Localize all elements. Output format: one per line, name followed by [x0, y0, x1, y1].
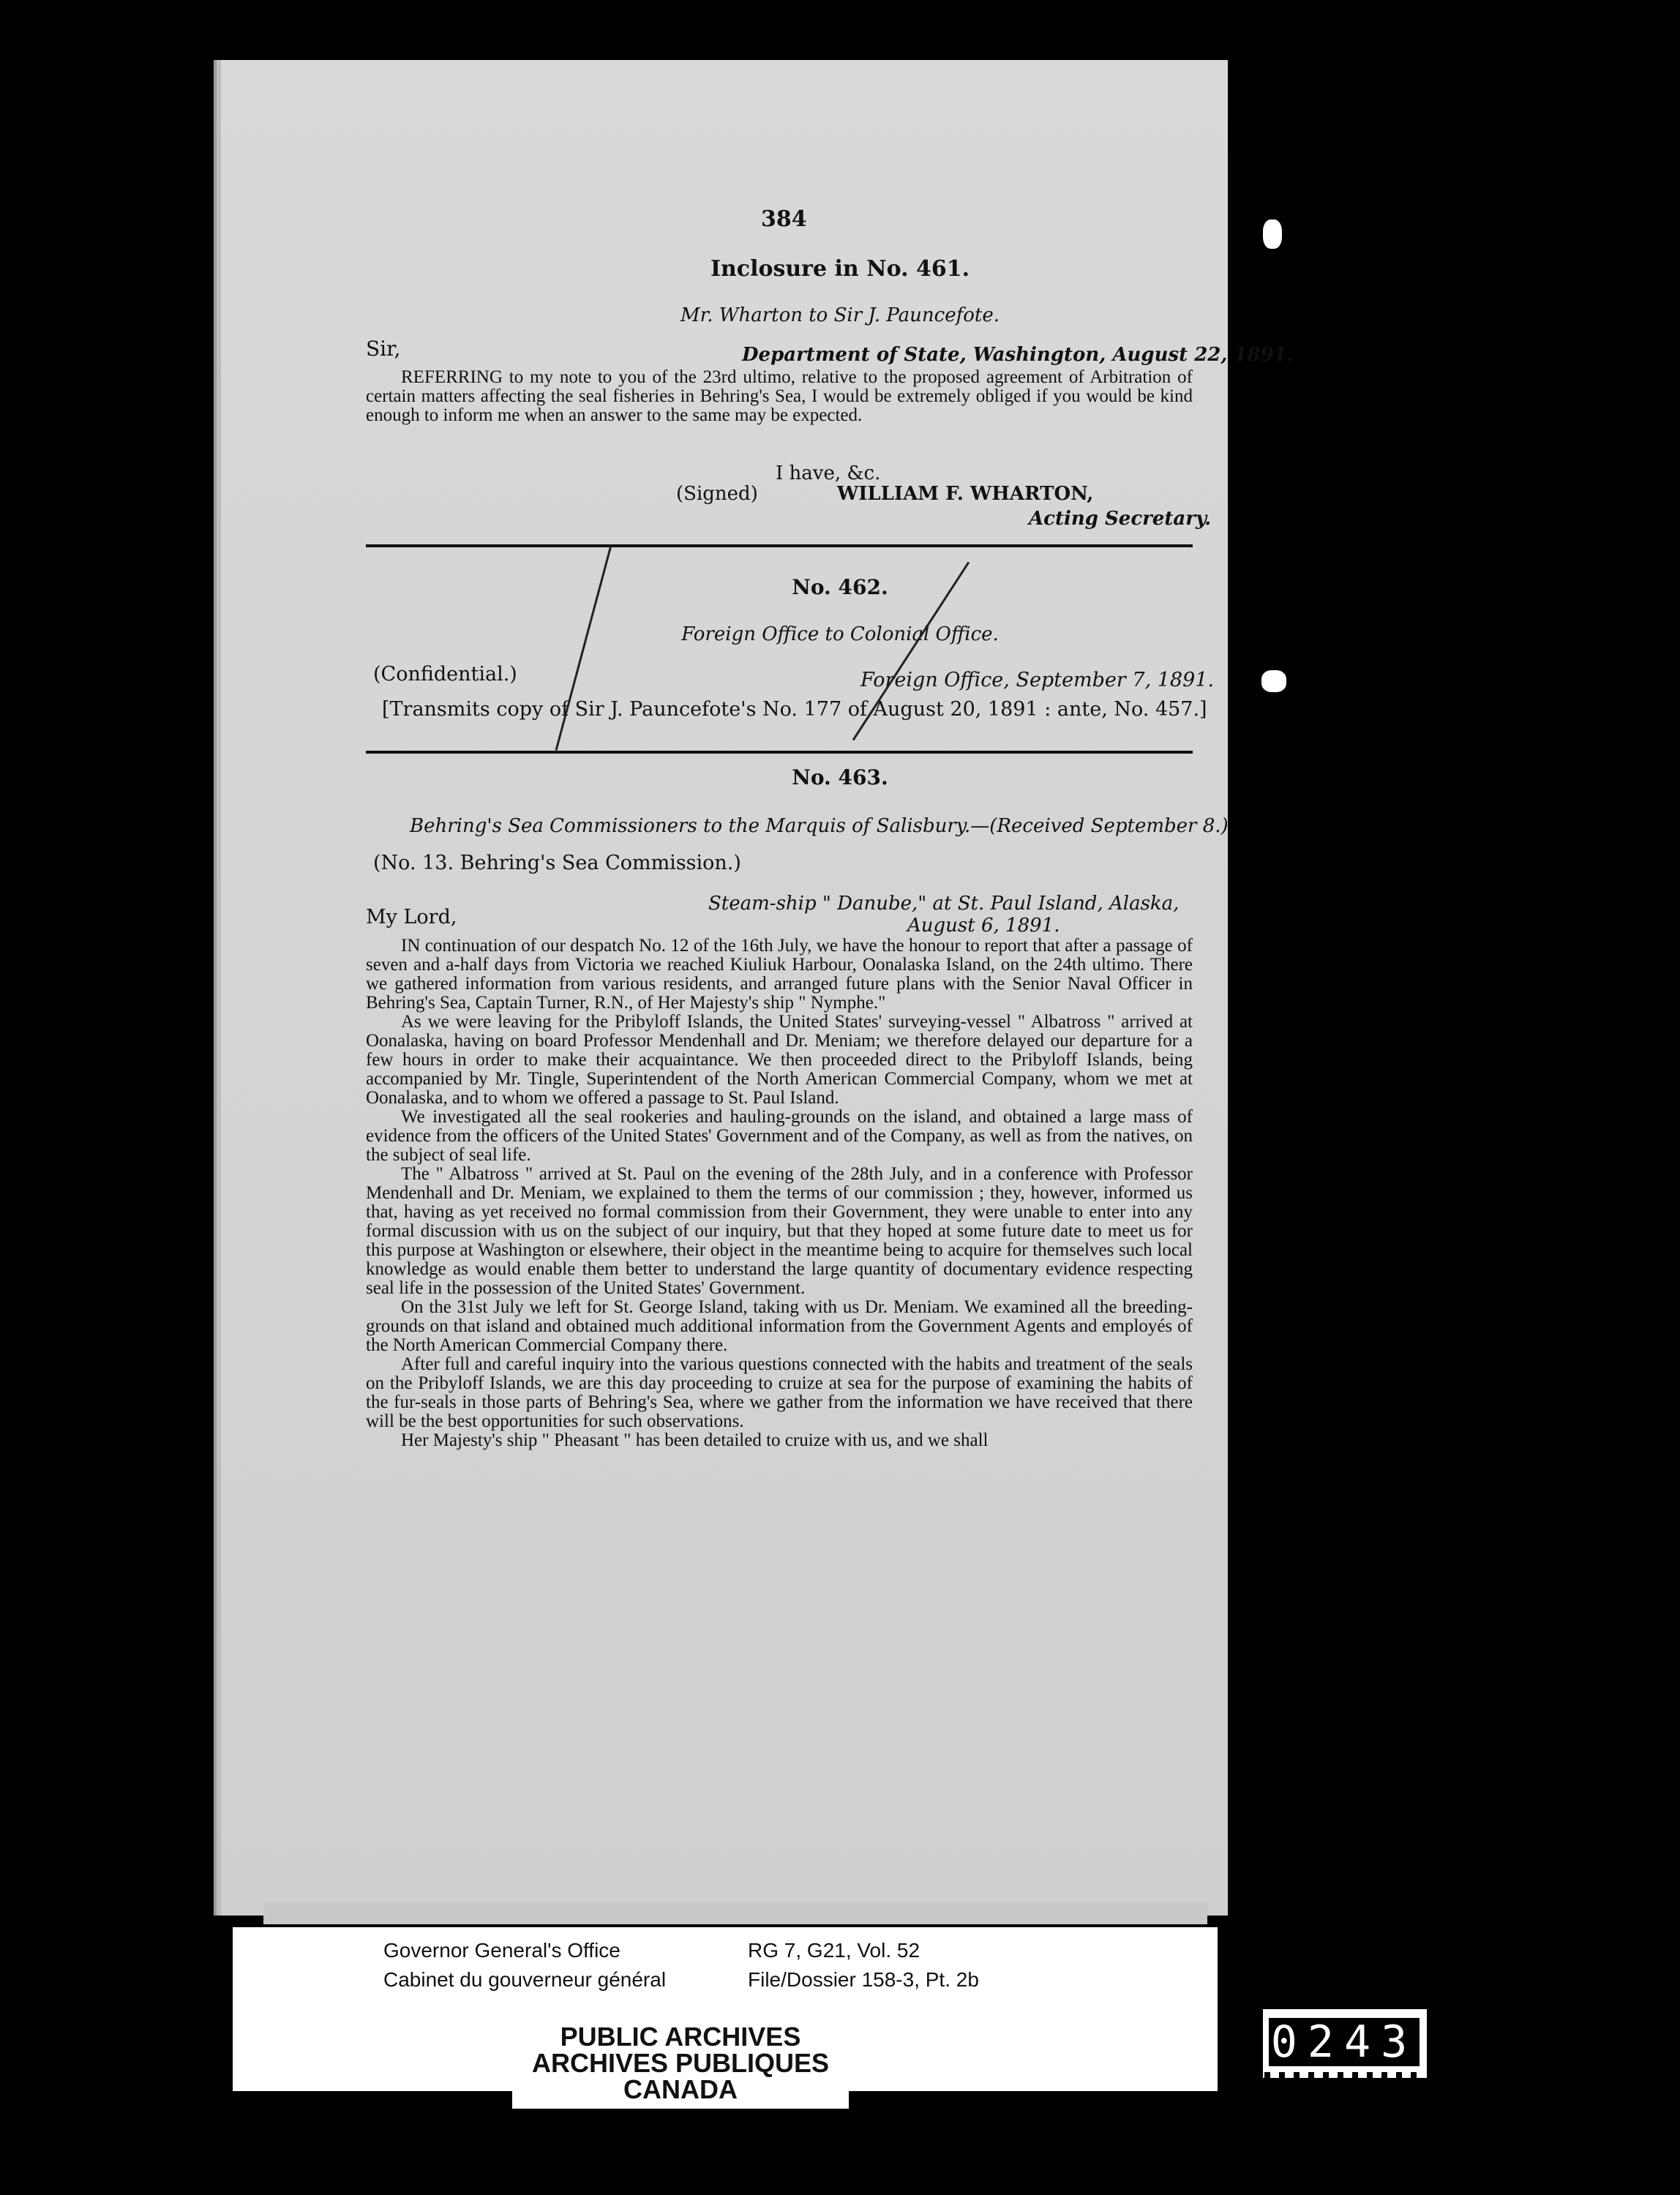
signatory-name: WILLIAM F. WHARTON,	[837, 483, 1094, 505]
signatory-title: Acting Secretary.	[1029, 508, 1212, 530]
signed-label: (Signed)	[676, 483, 758, 505]
body-paragraph-6: After full and careful inquiry into the various questions connected with the habits and treatment of the seals on the Pribyloff Islands, we are this day proceeding to cruize at sea for the purpose of examining the habits of the fur-seals in those parts of Behring's Sea, where we gather from the information we have received that there will be the best opportunities for such observations.	[366, 1354, 1193, 1431]
no463-body	[366, 937, 1193, 1450]
reference-line1: RG 7, G21, Vol. 52	[748, 1939, 920, 1962]
no463-subtitle: Behring's Sea Commissioners to the Marquis of Salisbury.—(Received September 8.)	[410, 815, 1229, 837]
body-paragraph-4: The " Albatross " arrived at St. Paul on the evening of the 28th July, and in a conference with Professor Mendenhall and Dr. Meniam, we explained to them the terms of our commission ; they, however, informed us that, having as yet received no formal commission from their Government, they were unable to enter into any formal discussion with us on the subject of our inquiry, but that they hoped at some future date to meet us for this purpose at Washington or elsewhere, their object in the meantime being to acquire for themselves such local knowledge as would enable them better to understand the large quantity of documentary evidence respecting seal life in the possession of the United States' Government.	[366, 1164, 1193, 1298]
stamp-line-3: CANADA	[623, 2074, 738, 2104]
body-paragraph-1: IN continuation of our despatch No. 12 of the 16th July, we have the honour to report that after a passage of seven and a-half days from Victoria we reached Kiuliuk Harbour, Oonalaska Island, on the 24th ultimo. There we gathered information from various residents, and arranged future plans with the Senior Naval Officer in Behring's Sea, Captain Turner, R.N., of Her Majesty's ship " Nymphe."	[366, 936, 1193, 1013]
margin-mark	[1261, 670, 1286, 692]
margin-mark	[1263, 220, 1282, 249]
inclosure-place-date: Department of State, Washington, August 22, 1891.	[742, 344, 1294, 366]
reference-line2: File/Dossier 158-3, Pt. 2b	[748, 1968, 979, 1991]
no463-salutation: My Lord,	[366, 906, 457, 928]
no463-place-line2: August 6, 1891.	[907, 915, 1060, 937]
inclosure-title: Inclosure in No. 461.	[710, 256, 970, 282]
inclosure-salutation: Sir,	[366, 337, 401, 361]
frame-number: 0243	[1269, 2018, 1420, 2066]
stamp-line-2: ARCHIVES PUBLIQUES	[531, 2048, 830, 2078]
frame-counter	[1263, 2009, 1427, 2078]
no463-reference: (No. 13. Behring's Sea Commission.)	[373, 852, 741, 874]
inclosure-subtitle: Mr. Wharton to Sir J. Pauncefote.	[680, 304, 1000, 326]
body-paragraph-2: As we were leaving for the Pribyloff Islands, the United States' surveying-vessel " Albatross " arrived at Oonalaska, having on board Professor Mendenhall and Dr. Meniam; we therefore delayed our departure for a few hours in order to make their acquaintance. We then proceeded direct to the Pribyloff Islands, being accompanied by Mr. Tingle, Superintendent of the North American Commercial Company, whom we met at Oonalaska, and to whom we offered a passage to St. Paul Island.	[366, 1012, 1193, 1108]
body-paragraph-5: On the 31st July we left for St. George Island, taking with us Dr. Meniam. We examined all the breeding-grounds on that island and obtained much additional information from the Government Agents and employés of the North American Commercial Company there.	[366, 1297, 1193, 1355]
body-paragraph-7: Her Majesty's ship " Pheasant " has been detailed to cruize with us, and we shall	[401, 1430, 989, 1450]
stamp-line-1: PUBLIC ARCHIVES	[560, 2022, 801, 2052]
no462-subtitle: Foreign Office to Colonial Office.	[681, 623, 999, 645]
office-french: Cabinet du gouverneur général	[383, 1968, 667, 1991]
page-edge	[263, 1902, 1207, 1924]
archive-label	[233, 1927, 1218, 2022]
inclosure-closing: I have, &c.	[776, 462, 881, 484]
no462-title: No. 462.	[792, 575, 888, 599]
office-english: Governor General's Office	[383, 1939, 620, 1962]
film-perforations	[1264, 2003, 1425, 2009]
no463-place-line1: Steam-ship " Danube," at St. Paul Island, Alaska,	[708, 893, 1180, 915]
confidential-label: (Confidential.)	[373, 663, 517, 686]
section-rule	[366, 544, 1193, 547]
film-perforations	[1264, 2072, 1425, 2078]
no462-place-date: Foreign Office, September 7, 1891.	[860, 669, 1215, 691]
inclosure-body	[366, 368, 1193, 425]
body-paragraph-3: We investigated all the seal rookeries and hauling-grounds on the island, and obtained a large mass of evidence from the officers of the United States' Government and of the Company, as well as from the natives, on the subject of seal life.	[366, 1107, 1193, 1165]
section-rule	[366, 751, 1193, 754]
no463-title: No. 463.	[792, 765, 888, 789]
inclosure-paragraph: REFERRING to my note to you of the 23rd ultimo, relative to the proposed agreement of Arbitration of certain matters affecting the seal fisheries in Behring's Sea, I would be extremely obliged if you would be kind enough to inform me when an answer to the same may be expected.	[366, 367, 1193, 425]
no462-body: [Transmits copy of Sir J. Pauncefote's No. 177 of August 20, 1891 : ante, No. 457.]	[382, 698, 1207, 721]
archive-stamp	[512, 2018, 849, 2109]
page-number: 384	[761, 206, 807, 232]
